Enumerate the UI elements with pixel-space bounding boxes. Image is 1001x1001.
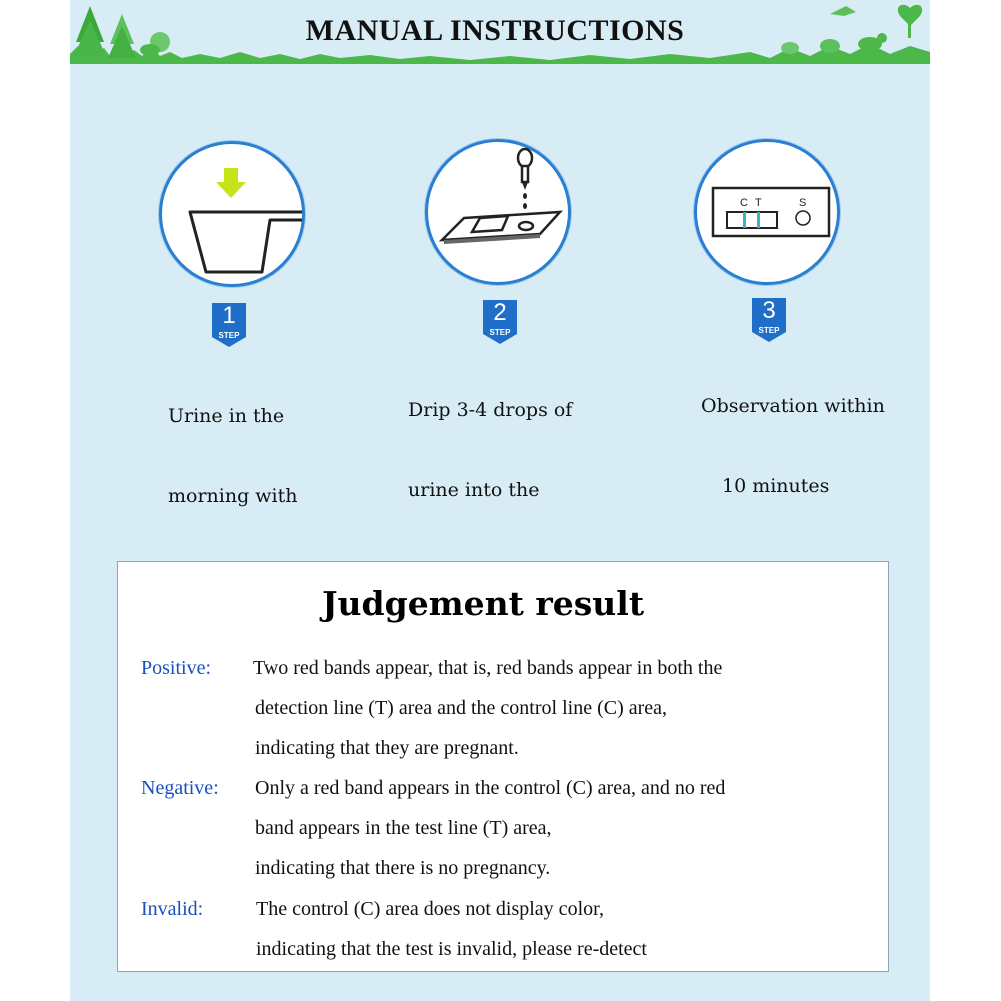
invalid-line-2: indicating that the test is invalid, please re-detect: [256, 938, 647, 960]
invalid-line-1: The control (C) area does not display color,: [256, 898, 604, 920]
step-2-line-1: Drip 3-4 drops of: [408, 399, 573, 421]
positive-label: Positive:: [141, 657, 212, 679]
positive-line-3: indicating that they are pregnant.: [255, 737, 519, 759]
step-2-number: 2: [493, 299, 507, 326]
step-3-line-2: 10 minutes: [722, 475, 830, 497]
cassette-t-label: T: [755, 197, 762, 209]
urine-cup-icon: [162, 144, 302, 284]
negative-line-3: indicating that there is no pregnancy.: [255, 857, 551, 879]
step-1-step-label: STEP: [218, 331, 240, 340]
page-title: MANUAL INSTRUCTIONS: [305, 14, 685, 47]
dropper-test-plate-icon: [428, 142, 568, 282]
step-1-number: 1: [222, 302, 236, 329]
step-2-step-label: STEP: [489, 328, 511, 337]
step-3-step-label: STEP: [758, 326, 780, 335]
negative-line-2: band appears in the test line (T) area,: [255, 817, 552, 839]
negative-line-1: Only a red band appears in the control (C) area, and no red: [255, 777, 726, 799]
judgement-result-box: [117, 561, 889, 972]
step-2-line-2: urine into the: [408, 479, 540, 501]
step-1-circle: [159, 141, 305, 287]
step-3-line-1: Observation within: [701, 395, 885, 417]
step-3-circle: [694, 139, 840, 285]
step-3-text: [701, 346, 885, 546]
judgement-title: Judgement result: [321, 584, 645, 623]
step-3-number: 3: [762, 297, 776, 324]
invalid-label: Invalid:: [141, 898, 204, 920]
negative-label: Negative:: [141, 777, 219, 799]
test-cassette-icon: [697, 142, 837, 282]
cassette-s-label: S: [799, 197, 807, 209]
step-2-circle: [425, 139, 571, 285]
positive-line-2: detection line (T) area and the control line (C) area,: [255, 697, 668, 719]
positive-line-1: Two red bands appear, that is, red bands appear in both the: [253, 657, 723, 679]
step-1-line-1: Urine in the: [168, 405, 285, 427]
cassette-c-label: C: [740, 197, 748, 209]
step-1-line-2: morning with: [168, 485, 298, 507]
